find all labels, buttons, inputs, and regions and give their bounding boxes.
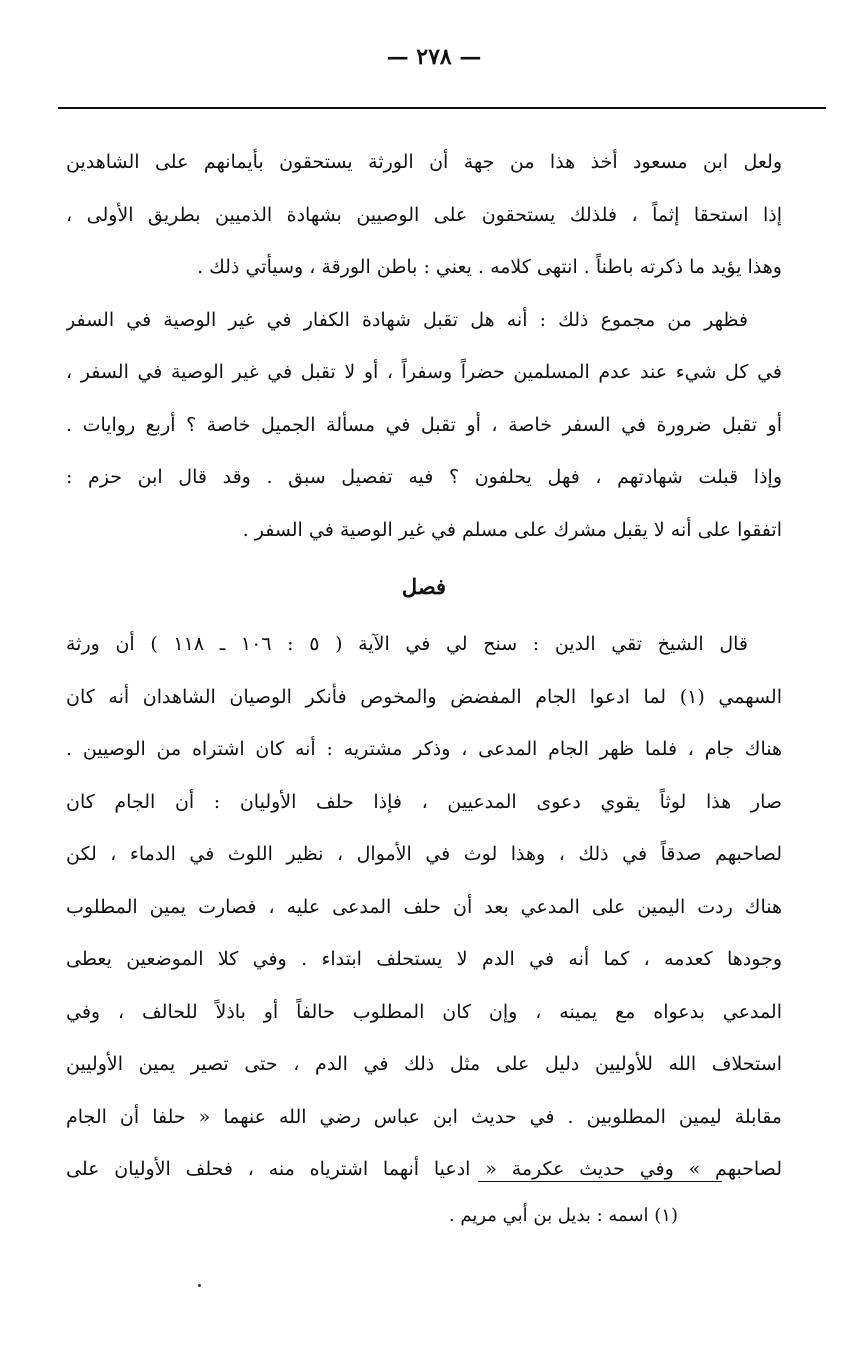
paragraph <box>66 136 782 294</box>
text-line: قال الشيخ تقي الدين : سنح لي في الآية ( ٥ : ١٠٦ ـ ١١٨ ) أن ورثة <box>66 633 749 655</box>
text-line: المدعي بدعواه مع يمينه ، وإن كان المطلوب حالفاً أو باذلاً للحالف ، وفي <box>66 1000 782 1023</box>
text-line: ولعل ابن مسعود أخذ هذا من جهة أن الورثة يستحقون بأيمانهم على الشاهدين <box>66 151 782 173</box>
text-line: لصاحبهم صدقاً في ذلك ، وهذا لوث في الأموال ، نظير اللوث في الدماء ، لكن <box>66 843 782 865</box>
section-paragraph <box>66 618 782 1196</box>
header-rule <box>58 107 826 109</box>
text-line: وهذا يؤيد ما ذكرته باطناً . انتهى كلامه . يعني : باطن الورقة ، وسيأتي ذلك . <box>197 256 782 278</box>
text-line: فظهر من مجموع ذلك : أنه هل تقبل شهادة الكفار في غير الوصية في السفر <box>66 308 748 331</box>
text-line: السهمي (١) لما ادعوا الجام المفضض والمخوص فأنكر الوصيان الشاهدان أنه كان <box>66 685 782 708</box>
section-heading: فصل <box>401 574 447 599</box>
text-line: استحلاف الله للأوليين دليل على مثل ذلك في الدم ، حتى تصير يمين الأوليين <box>66 1053 782 1075</box>
text-line: اتفقوا على أنه لا يقبل مشرك على مسلم في غير الوصية في السفر . <box>242 518 782 541</box>
page-number: — ٢٧٨ — <box>386 44 482 70</box>
text-line: صار هذا لوثاً يقوي دعوى المدعيين ، فإذا حلف الأوليان : أن الجام كان <box>66 790 782 813</box>
text-line: في كل شيء عند عدم المسلمين حضراً وسفراً ، أو لا تقبل في غير الوصية في السفر ، <box>66 361 782 383</box>
text-line: هناك ردت اليمين على المدعي بعد أن حلف المدعى عليه ، فصارت يمين المطلوب <box>66 895 782 918</box>
text-line: وإذا قبلت شهادتهم ، فهل يحلفون ؟ فيه تفصيل سبق . وقد قال ابن حزم : <box>66 466 782 488</box>
paragraph <box>66 294 782 557</box>
scan-speck <box>198 1284 201 1287</box>
text-line: وجودها كعدمه ، كما أنه في الدم لا يستحلف ابتداء . وفي كلا الموضعين يعطى <box>66 948 782 970</box>
text-line: هناك جام ، فلما ظهر الجام المدعى ، وذكر مشتريه : أنه كان اشتراه من الوصيين . <box>66 738 782 760</box>
footnote: (١) اسمه : بديل بن أبي مريم . <box>448 1205 678 1226</box>
text-line: مقابلة ليمين المطلوبين . في حديث ابن عباس رضي الله عنهما « حلفا أن الجام <box>66 1105 782 1128</box>
body-text <box>66 136 782 1196</box>
text-line: أو تقبل ضرورة في السفر خاصة ، أو تقبل في مسألة الجميل خاصة ؟ أربع روايات . <box>66 413 782 436</box>
footnote-rule <box>478 1181 722 1182</box>
text-line: لصاحبهم » وفي حديث عكرمة « ادعيا أنهما اشترياه منه ، فحلف الأوليان على <box>66 1158 782 1180</box>
text-line: إذا استحقا إثماً ، فلذلك يستحقون على الوصيين بشهادة الذميين بطريق الأولى ، <box>66 203 782 226</box>
